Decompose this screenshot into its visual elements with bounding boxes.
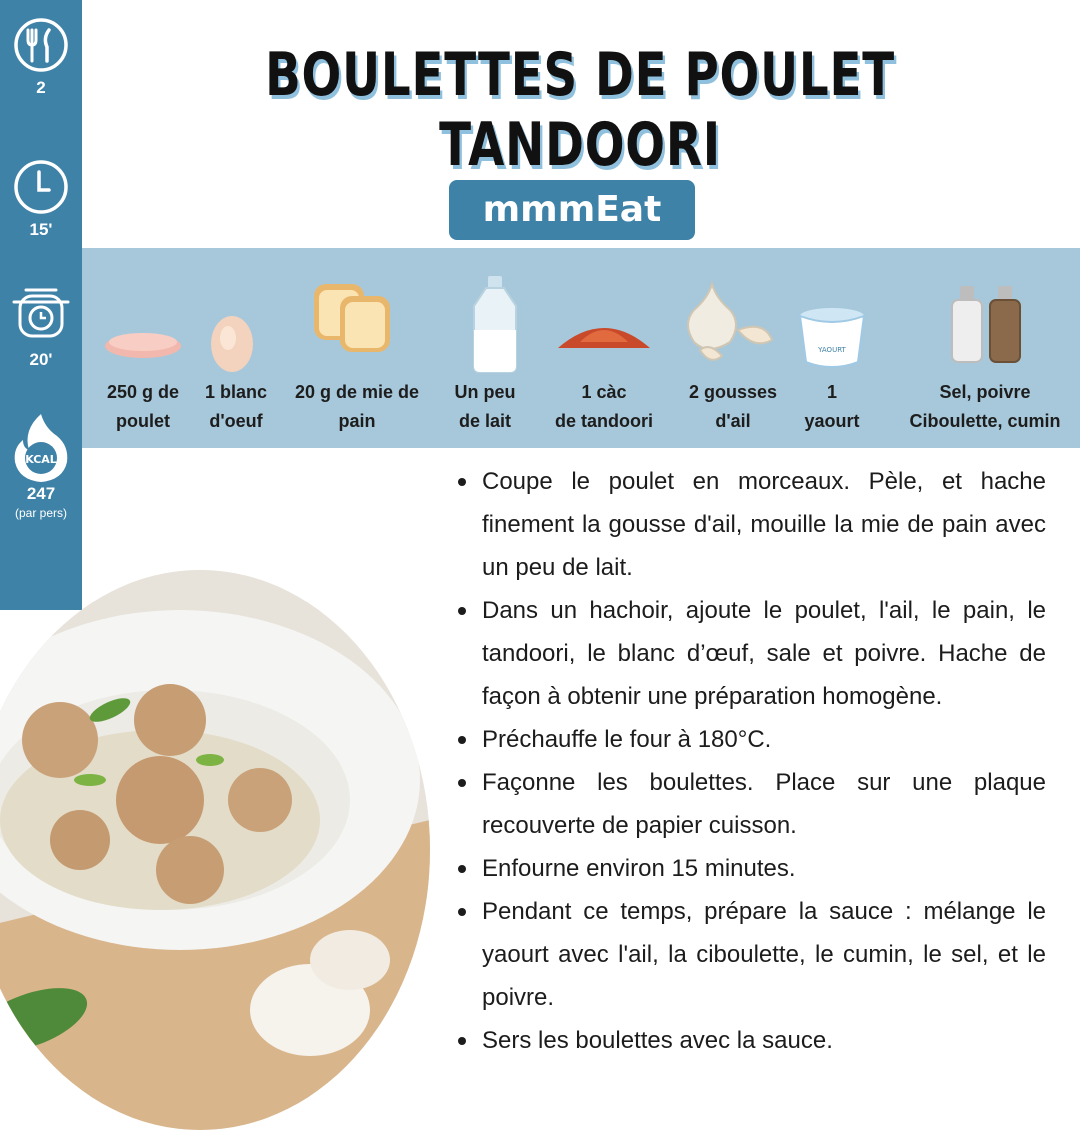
dish-photo (0, 570, 430, 1130)
step-item: Façonne les boulettes. Place sur une plaque recouverte de papier cuisson. (450, 761, 1046, 847)
ingredient-chicken (88, 248, 198, 448)
flame-icon (8, 410, 74, 484)
cooker-icon (8, 280, 74, 346)
cook-time-stat (0, 280, 82, 370)
step-item: Sers les boulettes avec la sauce. (450, 1019, 1046, 1062)
ingredient-label: 1 càc de tandoori (555, 382, 653, 431)
prep-time-stat (0, 158, 82, 240)
cutlery-icon (12, 16, 70, 74)
egg-icon (198, 270, 274, 388)
ingredient-milk (440, 248, 530, 448)
kcal-note: (par pers) (14, 506, 67, 520)
ingredient-label: 1 blanc d'oeuf (204, 382, 268, 431)
step-item: Enfourne environ 15 minutes. (450, 847, 1046, 890)
ingredient-label: Un peu de lait (454, 382, 516, 431)
servings-value: 2 (36, 78, 46, 97)
ingredient-garlic (678, 248, 788, 448)
milk-icon (440, 270, 530, 388)
ingredient-seasoning (892, 248, 1078, 448)
salt-pepper-icon (892, 270, 1078, 388)
ingredient-label: Sel, poivre Ciboulette, cumin (909, 382, 1061, 431)
step-item: Préchauffe le four à 180°C. (450, 718, 1046, 761)
ingredient-tandoori (540, 248, 668, 448)
servings-stat (0, 16, 82, 98)
prep-time-value: 15' (29, 220, 53, 239)
ingredient-label: 20 g de mie de pain (294, 382, 420, 431)
garlic-icon (678, 270, 788, 388)
ingredient-bread (280, 248, 434, 448)
step-item: Coupe le poulet en morceaux. Pèle, et hache finement la gousse d'ail, mouille la mie de pain avec un peu de lait. (450, 460, 1046, 589)
clock-icon (12, 158, 70, 216)
step-item: Pendant ce temps, prépare la sauce : mélange le yaourt avec l'ail, la ciboulette, le cumin, le sel, et le poivre. (450, 890, 1046, 1019)
yogurt-icon (794, 270, 870, 388)
kcal-badge: KCAL (25, 453, 57, 466)
step-item: Dans un hachoir, ajoute le poulet, l'ail, le pain, le tandoori, le blanc d’œuf, sale et poivre. Hache de façon à obtenir une préparation homogène. (450, 589, 1046, 718)
chicken-icon (88, 270, 198, 388)
dish-illustration (0, 570, 430, 1130)
ingredient-label: 1 yaourt (804, 382, 860, 431)
spice-icon (540, 270, 668, 388)
recipe-steps (450, 460, 1046, 1062)
bread-icon (280, 270, 434, 388)
ingredient-label: 250 g de poulet (106, 382, 180, 431)
yogurt-icon-label: YAOURT (818, 346, 846, 354)
ingredient-egg (198, 248, 274, 448)
kcal-value: 247 (26, 484, 56, 503)
cook-time-value: 20' (29, 350, 53, 369)
ingredients-band (82, 248, 1080, 448)
ingredient-label: 2 gousses d'ail (688, 382, 778, 431)
kcal-stat (0, 410, 82, 520)
brand-logo: mmmEat (449, 180, 695, 240)
ingredient-yogurt (794, 248, 870, 448)
sidebar (0, 0, 82, 610)
recipe-title: BOULETTES DE POULET TANDOORI (265, 40, 895, 180)
